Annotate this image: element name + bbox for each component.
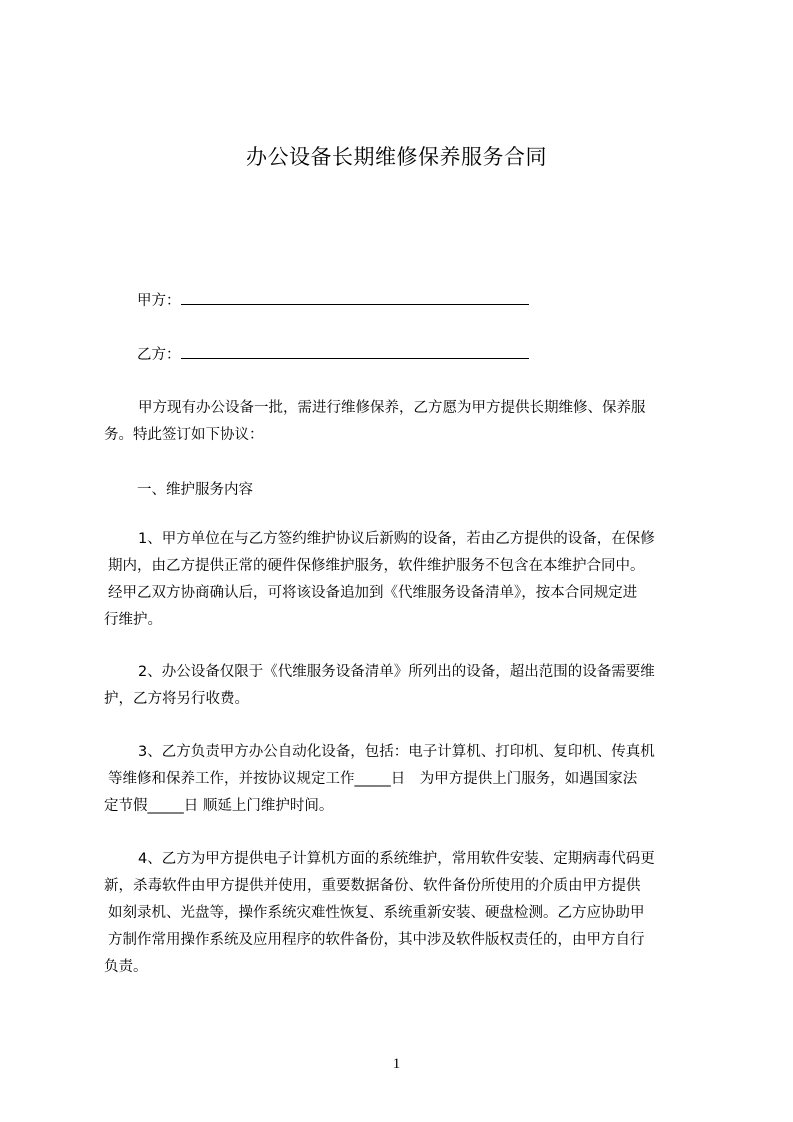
clause-line: 新，杀毒软件由甲方提供并使用，重要数据备份、软件备份所使用的介质由甲方提供 <box>104 878 641 894</box>
clause-line: 4、乙方为甲方提供电子计算机方面的系统维护，常用软件安装、定期病毒代码更 <box>138 851 655 867</box>
clause-line: 3、乙方负责甲方办公自动化设备，包括：电子计算机、打印机、复印机、传真机 <box>138 744 655 760</box>
clause-line: 行维护。 <box>104 612 162 628</box>
party-a-blank-line <box>181 290 529 305</box>
clause-3-paragraph <box>104 739 709 820</box>
clause-line: 等维修和保养工作，并按协议规定工作_____日 为甲方提供上门服务，如遇国家法 <box>108 771 638 787</box>
clause-line: 1、甲方单位在与乙方签约维护协议后新购的设备，若由乙方提供的设备，在保修 <box>138 531 655 547</box>
party-a-row <box>137 290 529 311</box>
clause-4-paragraph <box>104 846 709 981</box>
intro-line: 务。特此签订如下协议： <box>104 427 264 443</box>
clause-line: 护，乙方将另行收费。 <box>104 691 249 707</box>
intro-line: 甲方现有办公设备一批，需进行维修保养，乙方愿为甲方提供长期维修、保养服 <box>138 400 646 416</box>
section-1-heading: 一、维护服务内容 <box>137 482 253 498</box>
clause-line: 定节假_____日 顺延上门维护时间。 <box>104 798 334 814</box>
party-a-label: 甲方： <box>137 293 181 309</box>
intro-paragraph <box>104 395 709 449</box>
clause-1-paragraph <box>104 526 709 634</box>
page-number: 1 <box>392 1056 401 1072</box>
party-b-blank-line <box>181 344 529 359</box>
clause-line: 如刻录机、光盘等，操作系统灾难性恢复、系统重新安装、硬盘检测。乙方应协助甲 <box>108 905 645 921</box>
party-b-label: 乙方： <box>137 347 181 363</box>
party-b-row <box>137 344 529 365</box>
clause-2-paragraph <box>104 659 709 713</box>
document-title: 办公设备长期维修保养服务合同 <box>246 145 547 169</box>
clause-line: 经甲乙双方协商确认后，可将该设备追加到《代维服务设备清单》，按本合同规定进 <box>108 585 638 601</box>
clause-line: 期内，由乙方提供正常的硬件保修维护服务，软件维护服务不包含在本维护合同中。 <box>108 558 645 574</box>
clause-line: 负责。 <box>104 959 148 975</box>
clause-line: 方制作常用操作系统及应用程序的软件备份，其中涉及软件版权责任的，由甲方自行 <box>108 932 645 948</box>
clause-line: 2、办公设备仅限于《代维服务设备清单》所列出的设备，超出范围的设备需要维 <box>138 664 655 680</box>
